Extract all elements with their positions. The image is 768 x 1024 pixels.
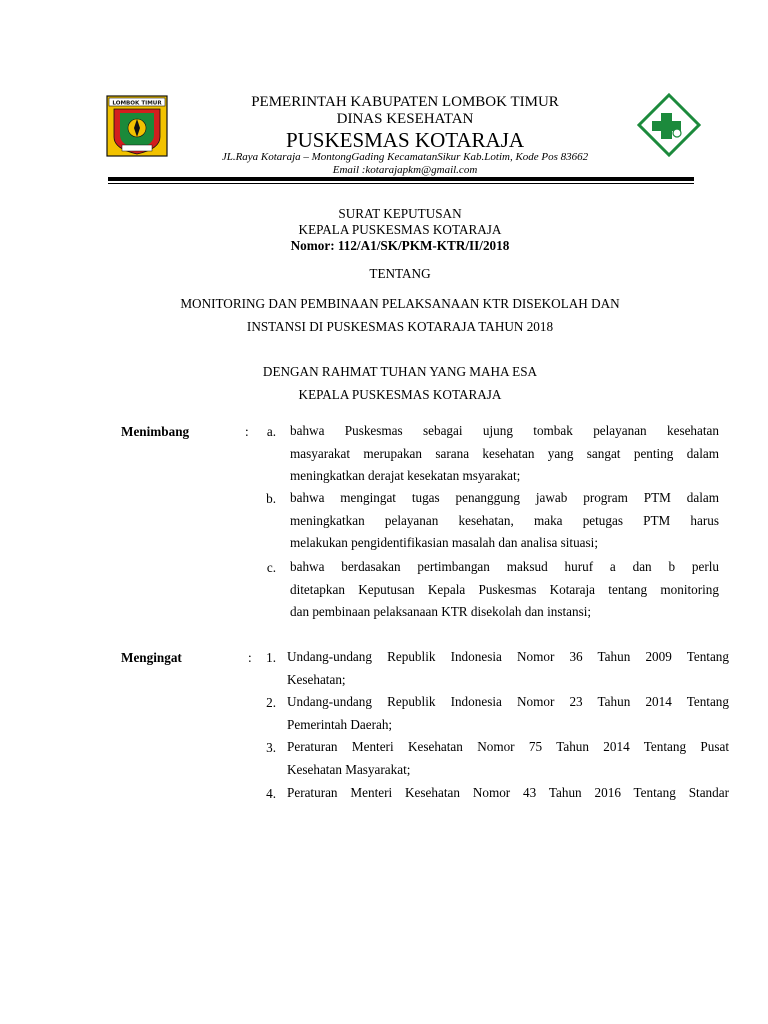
header-department: DINAS KESEHATAN: [336, 111, 474, 127]
text-line: Undang-undang Republik Indonesia Nomor 23 Tahun 2014 Tentang: [287, 694, 729, 709]
mengingat-mark-4: 4.: [266, 786, 276, 801]
mengingat-item-1: [287, 646, 729, 691]
text-line: Peraturan Menteri Kesehatan Nomor 43 Tahun 2016 Tentang Standar: [287, 785, 729, 800]
header-title: PUSKESMAS KOTARAJA: [285, 128, 525, 152]
menimbang-mark-a: a.: [266, 424, 276, 439]
text-line: Kesehatan Masyarakat;: [287, 761, 411, 777]
mengingat-label: Mengingat: [121, 650, 182, 665]
text-line: bahwa Puskesmas sebagai ujung tombak pelayanan kesehatan: [290, 423, 719, 438]
header-email: Email :kotarajapkm@gmail.com: [332, 164, 478, 176]
decree-tentang: TENTANG: [369, 266, 431, 281]
text-line: ditetapkan Keputusan Kepala Puskesmas Kotaraja tentang monitoring: [290, 581, 719, 597]
header-rule-thick: [108, 177, 694, 181]
decree-type: SURAT KEPUTUSAN: [338, 206, 462, 221]
header-rule-thin: [108, 183, 694, 184]
lombok-timur-emblem-icon: [106, 95, 168, 157]
text-line: dan pembinaan pelaksanaan KTR disekolah dan instansi;: [290, 604, 592, 619]
header-government: PEMERINTAH KABUPATEN LOMBOK TIMUR: [251, 94, 559, 110]
menimbang-item-b: [290, 487, 719, 555]
mengingat-item-2: [287, 691, 729, 736]
text-line: Pemerintah Daerah;: [287, 716, 393, 732]
menimbang-mark-c: c.: [266, 560, 276, 575]
emblem-caption: LOMBOK TIMUR: [112, 100, 162, 107]
text-line: meningkatkan pelayanan kesehatan, maka petugas PTM harus: [290, 512, 719, 528]
menimbang-colon: :: [245, 424, 249, 439]
decree-opening-line2: KEPALA PUSKESMAS KOTARAJA: [298, 387, 502, 402]
text-line: Kesehatan;: [287, 671, 346, 687]
menimbang-label: Menimbang: [121, 424, 190, 439]
text-line: melakukan pengidentifikasian masalah dan analisa situasi;: [290, 535, 598, 550]
text-line: Undang-undang Republik Indonesia Nomor 36 Tahun 2009 Tentang: [287, 649, 729, 664]
text-line: bahwa mengingat tugas penanggung jawab program PTM dalam: [290, 490, 719, 505]
decree-subject-line1: MONITORING DAN PEMBINAAN PELAKSANAAN KTR DISEKOLAH DAN: [180, 296, 620, 311]
decree-subject-line2: INSTANSI DI PUSKESMAS KOTARAJA TAHUN 2018: [246, 319, 554, 334]
decree-number: Nomor: 112/A1/SK/PKM-KTR/II/2018: [290, 238, 510, 253]
menimbang-item-a: [290, 420, 719, 488]
puskesmas-logo-icon: [637, 93, 701, 157]
decree-opening-line1: DENGAN RAHMAT TUHAN YANG MAHA ESA: [262, 364, 538, 379]
text-line: Peraturan Menteri Kesehatan Nomor 75 Tahun 2014 Tentang Pusat: [287, 739, 729, 754]
header-address: JL.Raya Kotaraja – MontongGading KecamatanSikur Kab.Lotim, Kode Pos 83662: [221, 151, 589, 163]
text-line: masyarakat merupakan sarana kesehatan yang sangat penting dalam: [290, 445, 719, 461]
mengingat-mark-3: 3.: [266, 740, 276, 755]
decree-issuer: KEPALA PUSKESMAS KOTARAJA: [298, 222, 502, 237]
mengingat-item-4: [287, 782, 729, 805]
mengingat-mark-2: 2.: [266, 695, 276, 710]
text-line: meningkatkan derajat kesekatan msyarakat;: [290, 468, 521, 483]
mengingat-item-3: [287, 736, 729, 781]
text-line: bahwa berdasakan pertimbangan maksud huruf a dan b perlu: [290, 559, 719, 574]
menimbang-item-c: [290, 556, 719, 624]
mengingat-colon: :: [248, 650, 252, 665]
menimbang-mark-b: b.: [266, 491, 276, 506]
mengingat-mark-1: 1.: [266, 650, 276, 665]
